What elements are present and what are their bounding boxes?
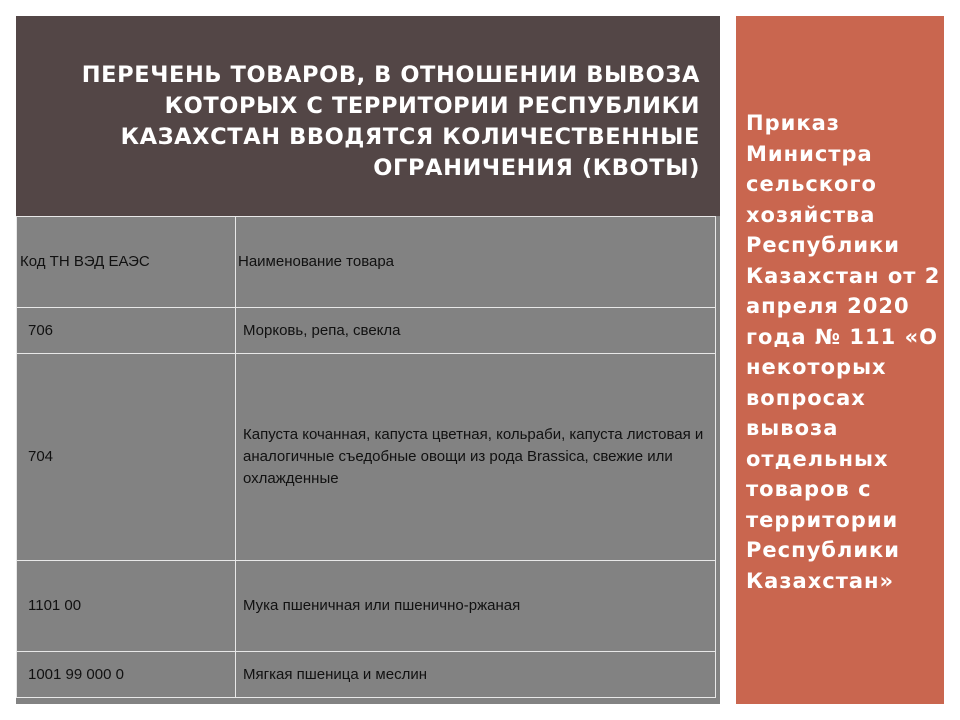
- order-reference-text: Приказ Министра сельского хозяйства Республики Казахстан от 2 апреля 2020 года № 111 «О некоторых вопросах вывоза отдельных товаров с территории Республики Казахстан»: [746, 111, 941, 593]
- table-row: [17, 308, 716, 354]
- table-row: [17, 652, 716, 698]
- table-header-row: [17, 217, 716, 308]
- table-row: [17, 354, 716, 561]
- row-name: Морковь, репа, свекла: [236, 308, 716, 354]
- header-name: Наименование товара: [236, 217, 716, 308]
- row-code: 1001 99 000 0: [17, 652, 236, 698]
- goods-table-container: [16, 216, 720, 704]
- row-code: 704: [17, 354, 236, 561]
- header-code: Код ТН ВЭД ЕАЭС: [17, 217, 236, 308]
- slide-title: ПЕРЕЧЕНЬ ТОВАРОВ, В ОТНОШЕНИИ ВЫВОЗА КОТОРЫХ С ТЕРРИТОРИИ РЕСПУБЛИКИ КАЗАХСТАН ВВОДЯТСЯ КОЛИЧЕСТВЕННЫЕ ОГРАНИЧЕНИЯ (КВОТЫ): [81, 62, 700, 181]
- title-band: [16, 16, 720, 216]
- row-name: Капуста кочанная, капуста цветная, кольраби, капуста листовая и аналогичные съедобные овощи из рода Brassica, свежие или охлажденные: [236, 354, 716, 561]
- table-row: [17, 561, 716, 652]
- row-code: 706: [17, 308, 236, 354]
- sidebar-panel: [736, 16, 944, 704]
- goods-table: [16, 216, 716, 698]
- row-code: 1101 00: [17, 561, 236, 652]
- row-name: Мука пшеничная или пшенично-ржаная: [236, 561, 716, 652]
- row-name: Мягкая пшеница и меслин: [236, 652, 716, 698]
